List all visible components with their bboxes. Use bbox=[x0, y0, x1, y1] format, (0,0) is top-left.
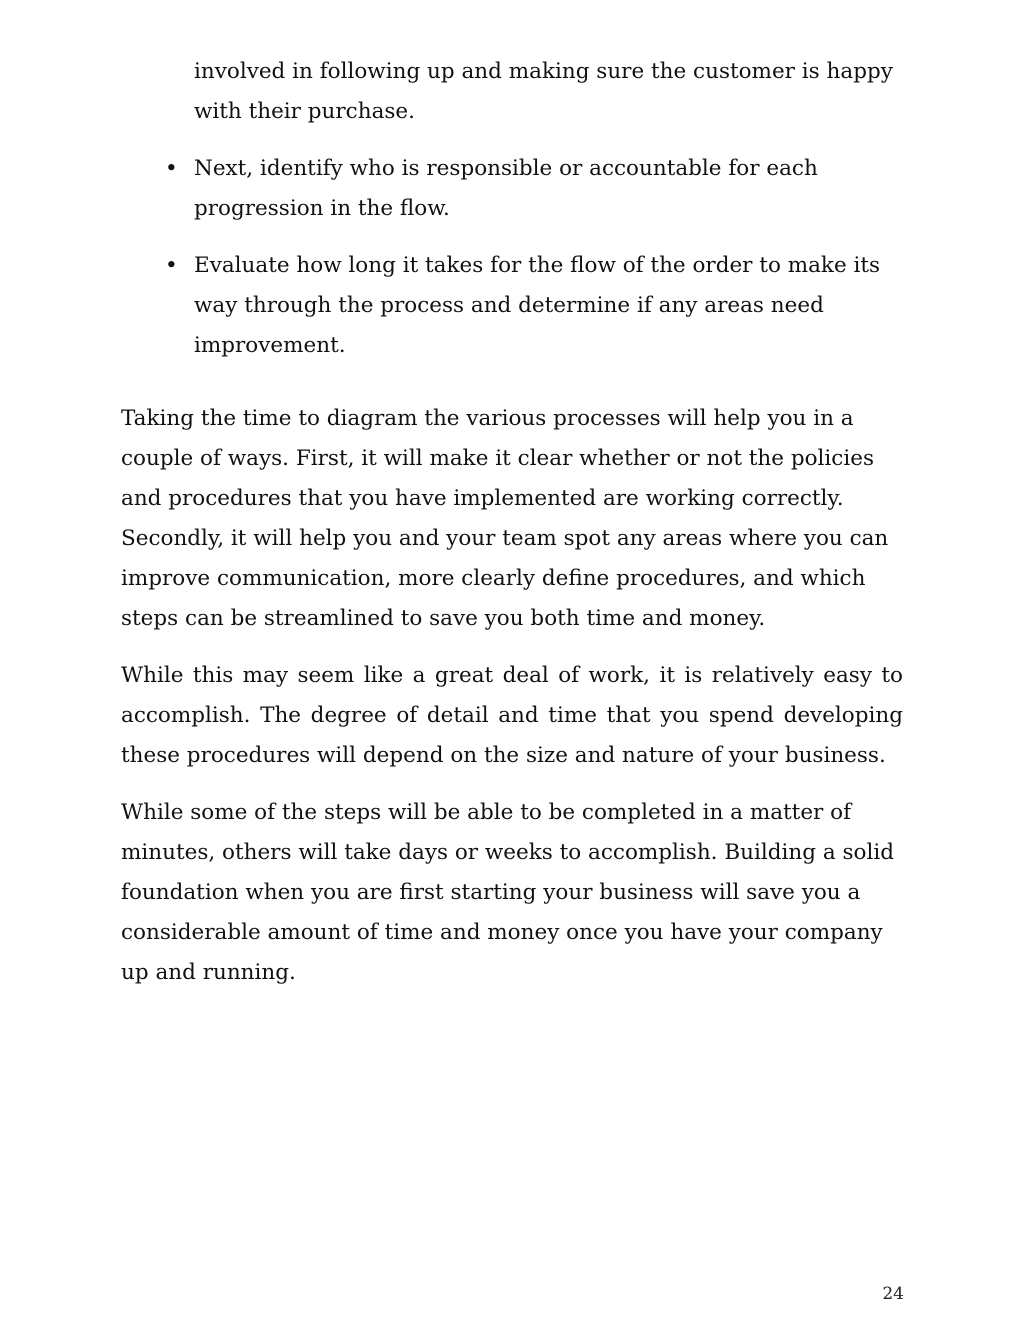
paragraph-diagram-processes: Taking the time to diagram the various processes will help you in a couple of ways. First, it will make it clear whether or not the policies and procedures that you have implemented are working correctly. Secondly, it will help you and your team spot any areas where you can improve communication, more clearly define procedures, and which steps can be streamlined to save you both time and money. bbox=[121, 406, 889, 631]
paragraph-work-effort: While this may seem like a great deal of work, it is relatively easy to accomplish. The degree of detail and time that you spend developing these procedures will depend on the size and nature of your business. bbox=[121, 663, 903, 768]
bullet-text: Evaluate how long it takes for the flow of the order to make its way through the process and determine if any areas need improvement. bbox=[194, 253, 881, 358]
bullet-item-evaluate bbox=[165, 246, 904, 366]
bullet-item-responsibility bbox=[165, 149, 904, 229]
bullet-text: involved in following up and making sure the customer is happy with their purchase. bbox=[194, 59, 893, 124]
bullet-marker: • bbox=[165, 156, 178, 181]
bullet-list bbox=[165, 52, 904, 383]
paragraph-solid-foundation: While some of the steps will be able to be completed in a matter of minutes, others will take days or weeks to accomplish. Building a solid foundation when you are first starting your business will save you a considerable amount of time and money once you have your company up and running. bbox=[121, 800, 894, 985]
body-text bbox=[121, 399, 903, 1010]
page-number: 24 bbox=[882, 1284, 904, 1304]
bullet-item-continued bbox=[194, 52, 904, 132]
bullet-text: Next, identify who is responsible or accountable for each progression in the flow. bbox=[194, 156, 818, 221]
bullet-marker: • bbox=[165, 253, 178, 278]
